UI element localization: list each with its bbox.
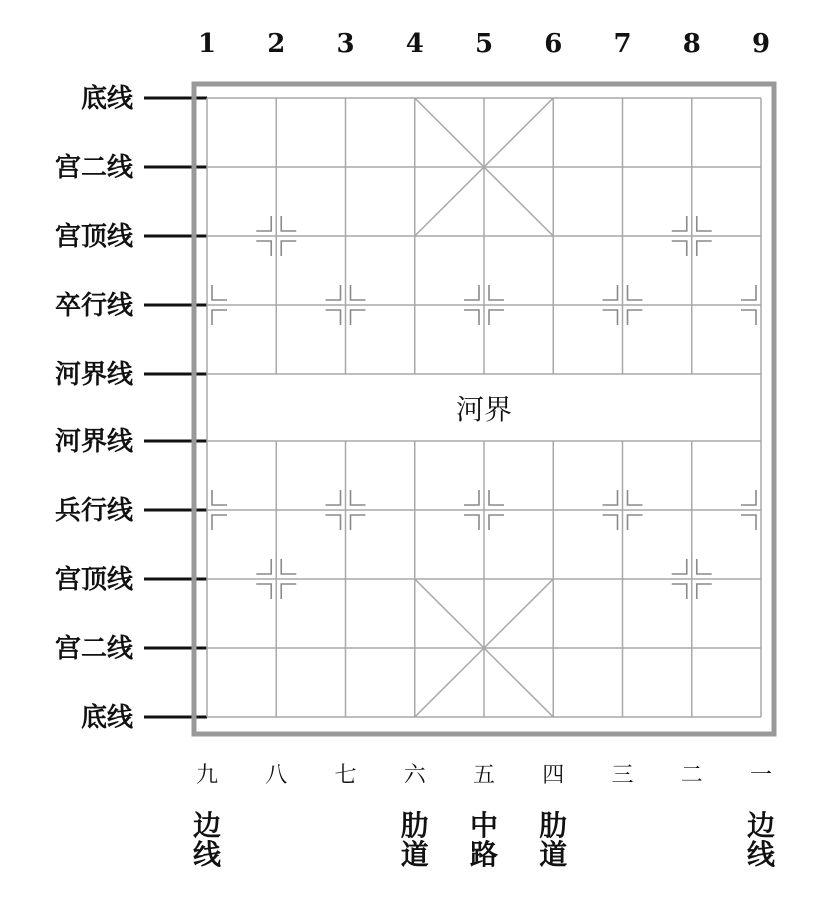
file-number: 7 [613,29,632,59]
chinese-numeral: 三 [611,763,634,788]
row-label: 河界线 [54,427,133,457]
row-label: 河界线 [54,360,133,390]
column-name-char: 边 [192,809,222,842]
file-number: 5 [474,29,494,59]
column-name-char: 线 [192,838,222,871]
row-label: 宫二线 [54,153,133,183]
column-name-char: 道 [400,838,429,871]
file-number: 3 [336,29,355,59]
row-label: 宫顶线 [54,222,133,252]
column-name-char: 边 [746,809,776,842]
river-label: 河界 [455,393,513,426]
column-name-char: 路 [469,838,499,871]
file-number: 1 [197,29,217,59]
row-label: 卒行线 [54,291,133,321]
file-number-row [198,29,770,59]
row-label: 宫二线 [54,634,133,664]
row-label: 宫顶线 [54,565,133,595]
row-label: 底线 [80,84,133,114]
row-label: 底线 [80,703,133,733]
file-number: 6 [544,29,563,59]
chinese-numeral: 九 [195,763,219,788]
chinese-numeral-row [196,763,772,788]
file-number: 2 [267,29,286,59]
file-number: 4 [405,29,424,59]
column-name-char: 中 [469,809,499,842]
column-name-row [193,809,776,871]
chinese-numeral: 五 [472,763,496,788]
column-name-char: 肋 [400,809,429,842]
row-label-column [55,83,207,733]
chinese-numeral: 七 [334,763,357,788]
chinese-numeral: 六 [403,763,426,788]
file-number: 9 [751,29,771,59]
row-label: 兵行线 [54,496,133,526]
file-number: 8 [682,29,701,59]
chinese-numeral: 一 [749,763,773,788]
chinese-numeral: 八 [265,763,288,788]
chinese-numeral: 四 [542,763,565,788]
column-name-char: 道 [539,838,568,871]
column-name-char: 线 [746,838,776,871]
column-name-char: 肋 [539,809,568,842]
chinese-numeral: 二 [680,763,703,788]
